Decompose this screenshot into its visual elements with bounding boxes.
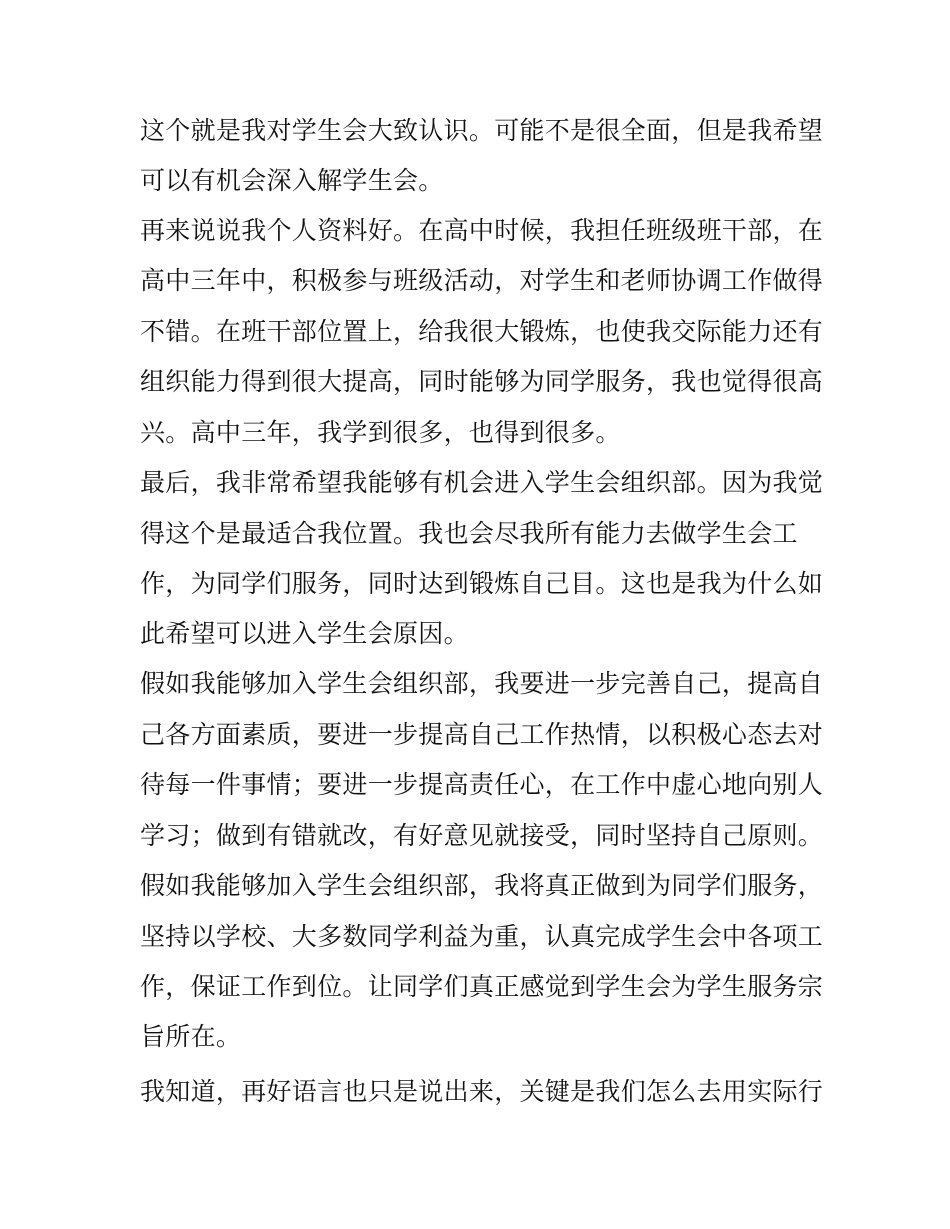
text-line: 旨所在。 (140, 1022, 242, 1051)
text-line: 兴。高中三年，我学到很多，也得到很多。 (140, 418, 621, 447)
text-line: 坚持以学校、大多数同学利益为重，认真完成学生会中各项工 (140, 922, 824, 951)
text-line: 作，为同学们服务，同时达到锻炼自己目。这也是我为什么如 (140, 569, 824, 598)
text-line: 再来说说我个人资料好。在高中时候，我担任班级班干部，在 (140, 216, 824, 245)
text-line: 最后，我非常希望我能够有机会进入学生会组织部。因为我觉 (140, 468, 824, 497)
text-line: 得这个是最适合我位置。我也会尽我所有能力去做学生会工 (140, 519, 798, 548)
text-line: 我知道，再好语言也只是说出来，关键是我们怎么去用实际行 (140, 1077, 824, 1106)
text-line: 作，保证工作到位。让同学们真正感觉到学生会为学生服务宗 (140, 972, 824, 1001)
text-line: 可以有机会深入解学生会。 (140, 166, 444, 195)
text-line: 组织能力得到很大提高，同时能够为同学服务，我也觉得很高 (140, 367, 824, 396)
text-line: 学习；做到有错就改，有好意见就接受，同时坚持自己原则。 (140, 821, 824, 850)
text-line: 待每一件事情；要进一步提高责任心，在工作中虚心地向别人 (140, 770, 824, 799)
text-line: 不错。在班干部位置上，给我很大锻炼，也使我交际能力还有 (140, 317, 824, 346)
text-line: 假如我能够加入学生会组织部，我要进一步完善自己，提高自 (140, 669, 824, 698)
text-line: 假如我能够加入学生会组织部，我将真正做到为同学们服务， (140, 871, 824, 900)
text-line: 这个就是我对学生会大致认识。可能不是很全面，但是我希望 (140, 116, 824, 145)
text-line: 此希望可以进入学生会原因。 (140, 619, 469, 648)
text-line: 己各方面素质，要进一步提高自己工作热情，以积极心态去对 (140, 720, 824, 749)
text-line: 高中三年中，积极参与班级活动，对学生和老师协调工作做得 (140, 266, 824, 295)
